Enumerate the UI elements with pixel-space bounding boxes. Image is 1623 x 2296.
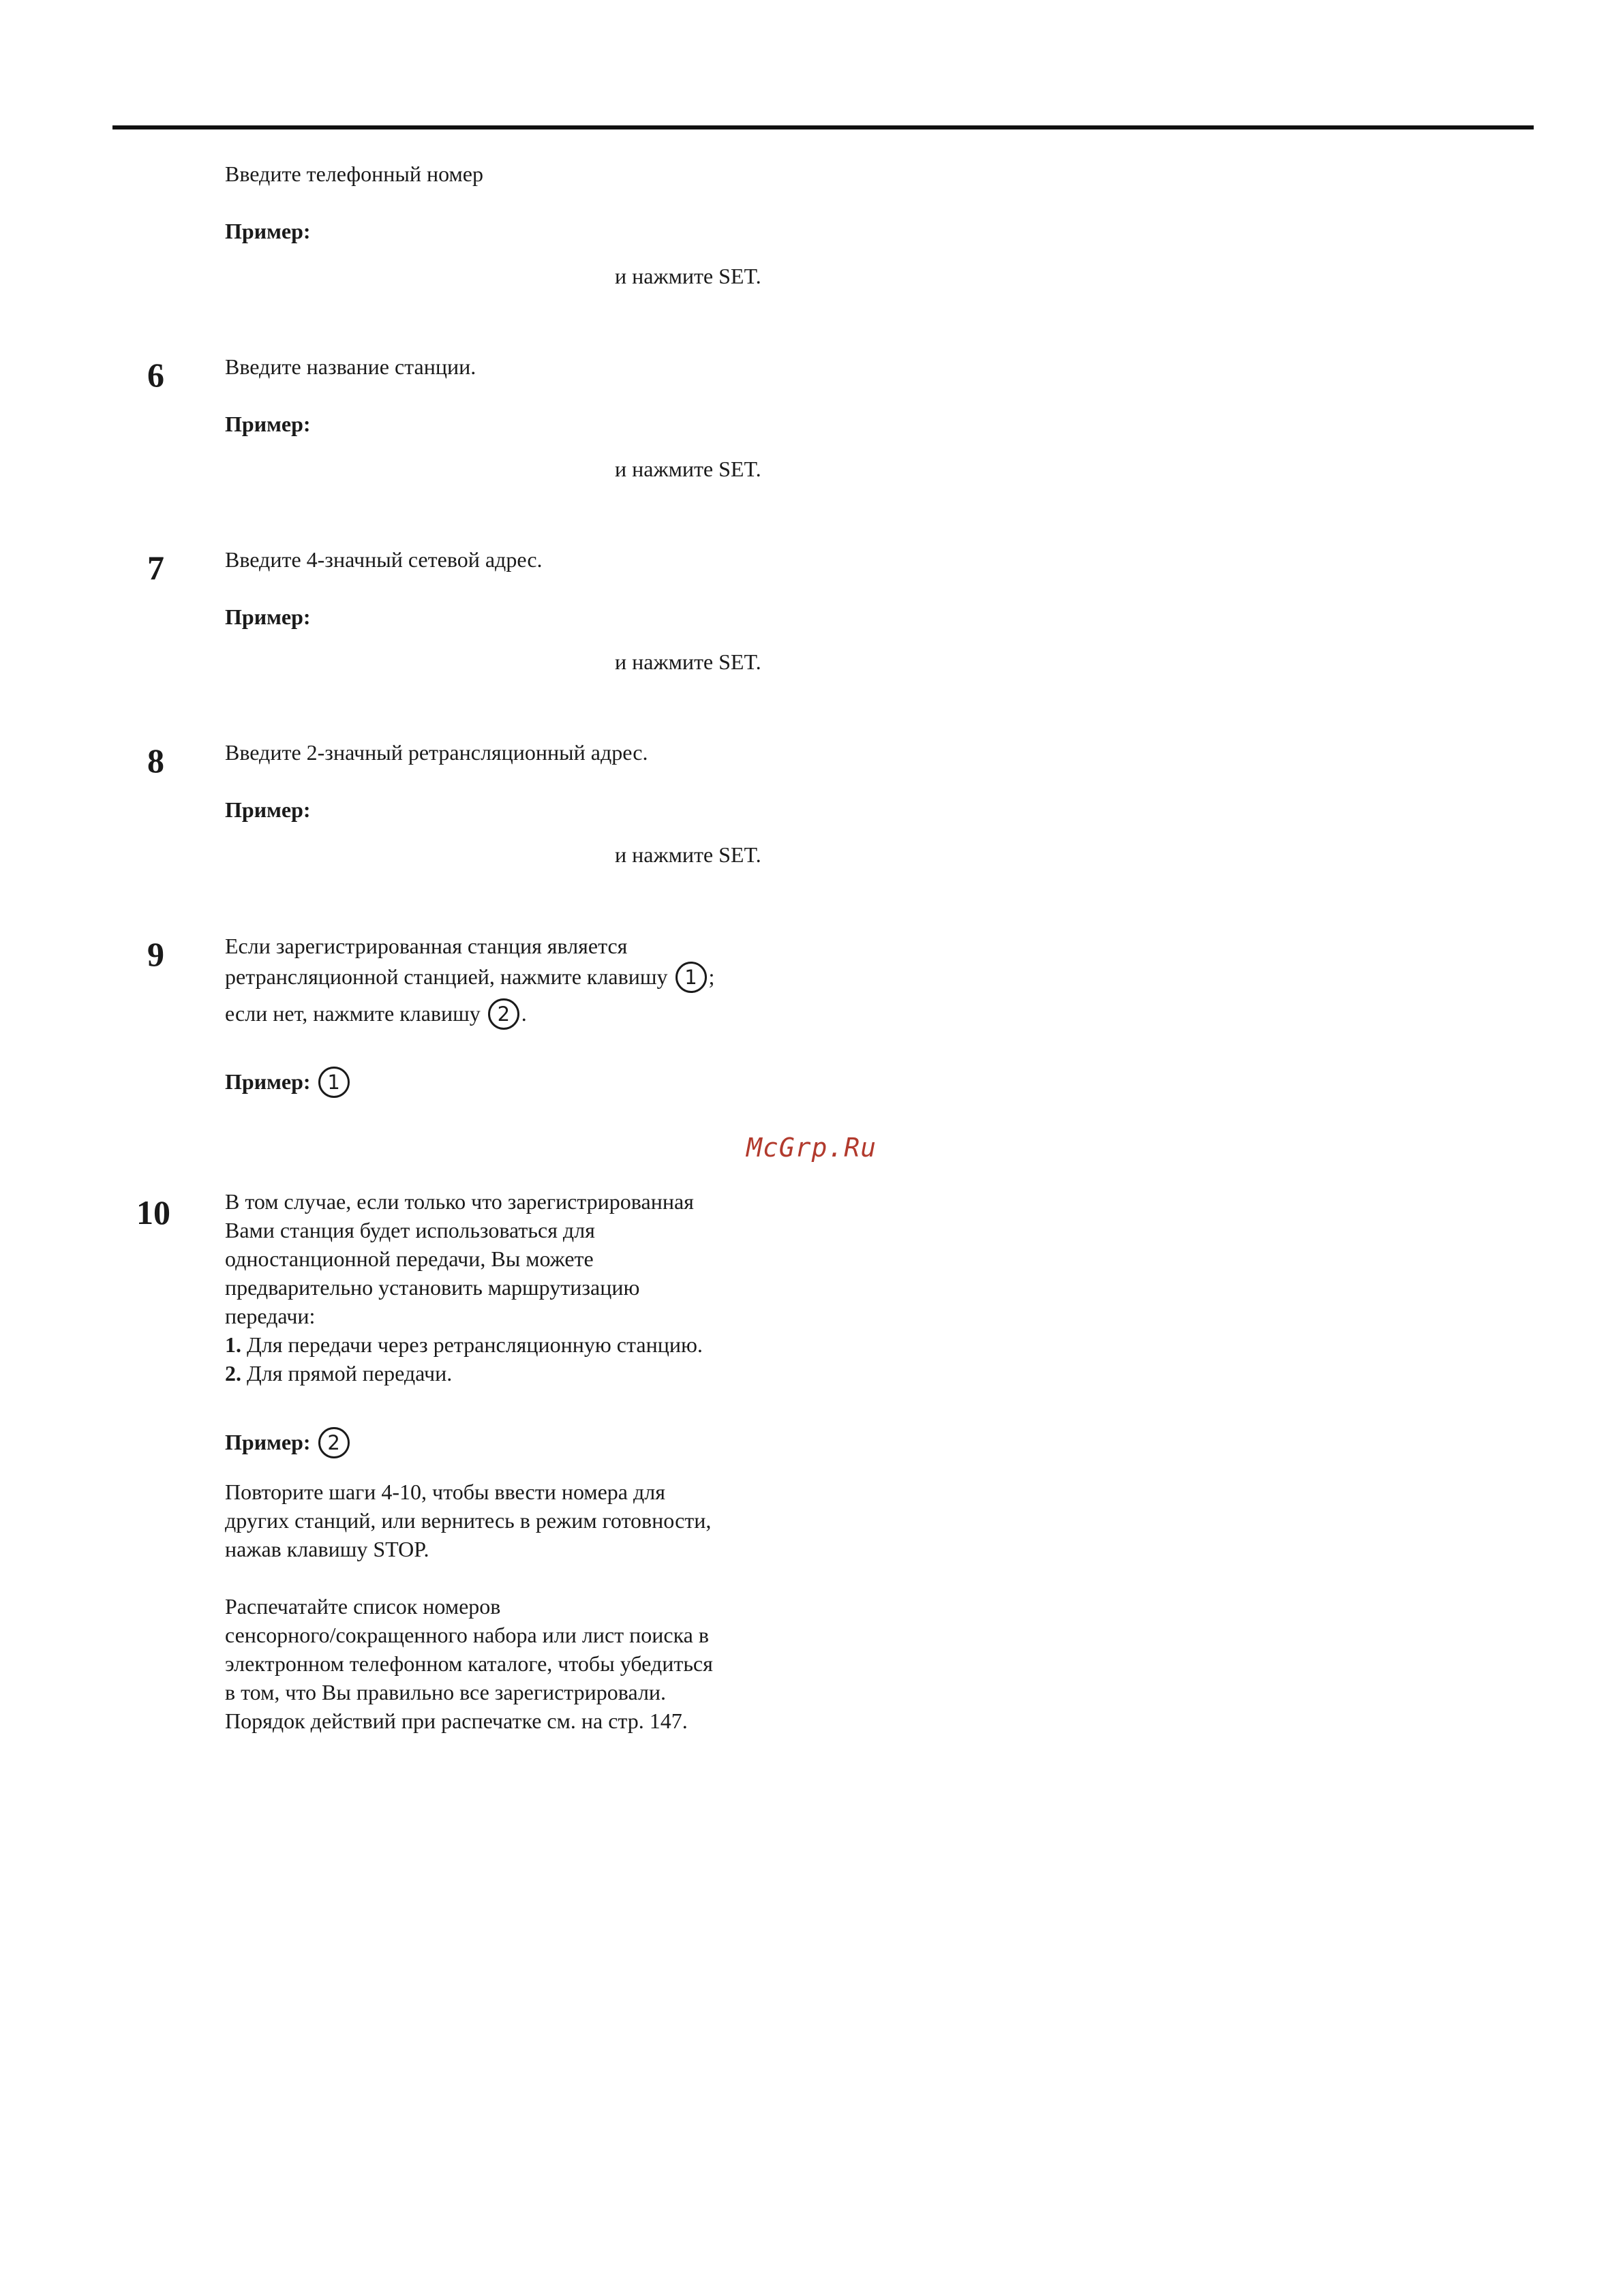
step-5-action: и нажмите SET. <box>615 264 761 288</box>
key-1-icon: 1 <box>318 1067 350 1098</box>
step-7-example-label: Пример: <box>225 604 311 629</box>
step-8-text: Введите 2-значный ретрансляционный адрес. <box>225 740 648 765</box>
step-10-line-5: передачи: <box>225 1304 316 1328</box>
watermark: McGrp.Ru <box>746 1133 877 1163</box>
option-2-number: 2. <box>225 1361 241 1386</box>
step-10-line-3: одностанционной передачи, Вы можете <box>225 1246 594 1271</box>
step-9-line-3-text: если нет, нажмите клавишу <box>225 1001 481 1026</box>
option-1-text: Для передачи через ретрансляционную станцию. <box>241 1332 703 1357</box>
repeat-note-line-2: других станций, или вернитесь в режим готовности, <box>225 1508 712 1533</box>
step-9-line-2-text: ретрансляционной станцией, нажмите клавишу <box>225 964 668 989</box>
step-9-line-2-end: ; <box>708 964 715 989</box>
top-rule <box>112 125 1534 129</box>
key-2-icon: 2 <box>488 998 519 1030</box>
step-7-text: Введите 4-значный сетевой адрес. <box>225 547 543 572</box>
print-note-line-1: Распечатайте список номеров <box>225 1594 501 1619</box>
step-6-text: Введите название станции. <box>225 354 476 379</box>
step-9-line-3-end: . <box>521 1001 527 1026</box>
print-note-line-2: сенсорного/сокращенного набора или лист поиска в <box>225 1623 709 1647</box>
step-9-line-3 <box>225 999 527 1032</box>
step-9-number: 9 <box>147 935 164 973</box>
step-6-action: и нажмите SET. <box>615 457 761 481</box>
key-1-icon: 1 <box>676 962 707 993</box>
key-2-icon: 2 <box>318 1427 350 1458</box>
step-8-number: 8 <box>147 741 164 780</box>
step-8-example-label: Пример: <box>225 797 311 822</box>
step-10-option-1 <box>225 1330 703 1359</box>
print-note-line-4: в том, что Вы правильно все зарегистрировали. <box>225 1680 667 1704</box>
step-10-line-2: Вами станция будет использоваться для <box>225 1218 595 1242</box>
option-1-number: 1. <box>225 1332 241 1357</box>
step-9-line-2 <box>225 962 714 995</box>
step-9-example <box>225 1067 352 1100</box>
repeat-note-line-3: нажав клавишу STOP. <box>225 1537 429 1561</box>
repeat-note-line-1: Повторите шаги 4-10, чтобы ввести номера для <box>225 1480 665 1504</box>
step-10-example <box>225 1428 352 1460</box>
step-8-action: и нажмите SET. <box>615 842 761 867</box>
step-10-example-label: Пример: <box>225 1430 311 1454</box>
step-5-text: Введите телефонный номер <box>225 162 483 186</box>
step-6-example-label: Пример: <box>225 412 311 436</box>
step-9-example-label: Пример: <box>225 1069 311 1094</box>
step-10-option-2 <box>225 1359 452 1388</box>
step-7-action: и нажмите SET. <box>615 649 761 674</box>
step-5-example-label: Пример: <box>225 219 311 243</box>
option-2-text: Для прямой передачи. <box>241 1361 453 1386</box>
step-6-number: 6 <box>147 356 164 394</box>
step-10-line-4: предварительно установить маршрутизацию <box>225 1275 640 1300</box>
step-10-line-1: В том случае, если только что зарегистрированная <box>225 1189 694 1214</box>
step-7-number: 7 <box>147 549 164 587</box>
step-10-number: 10 <box>136 1193 170 1231</box>
step-9-line-1: Если зарегистрированная станция является <box>225 934 628 958</box>
print-note-line-3: электронном телефонном каталоге, чтобы убедиться <box>225 1651 713 1676</box>
print-note-line-5: Порядок действий при распечатке см. на стр. 147. <box>225 1709 688 1733</box>
